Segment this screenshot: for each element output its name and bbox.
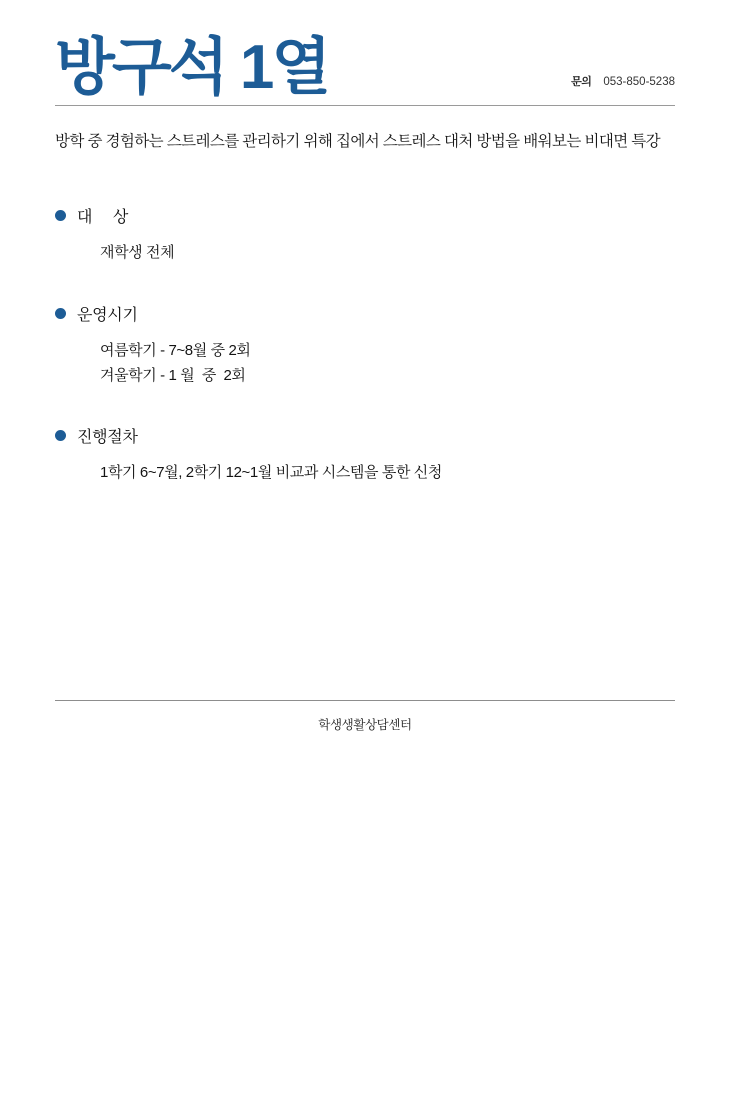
bullet-point-icon <box>55 308 66 319</box>
detail-sections <box>55 204 675 486</box>
section-title: 운영시기 <box>77 306 138 324</box>
footer-divider <box>55 700 675 701</box>
section-line: 겨울학기 - 1 월 중 2회 <box>100 366 246 384</box>
section-line: 여름학기 - 7~8월 중 2회 <box>100 341 251 359</box>
section-line: 재학생 전체 <box>100 244 175 262</box>
section-body <box>55 241 675 266</box>
header-divider <box>55 105 675 106</box>
section-line: 1학기 6~7월, 2학기 12~1월 비교과 시스템을 통한 신청 <box>100 464 442 482</box>
section-procedure <box>55 424 675 486</box>
section-title: 진행절차 <box>77 429 138 447</box>
contact-phone-number: 053-850-5238 <box>603 76 675 88</box>
footer-organization: 학생생활상담센터 <box>318 718 412 732</box>
bullet-point-icon <box>55 210 66 221</box>
section-target-audience <box>55 204 675 266</box>
section-header <box>55 424 675 447</box>
poster-footer <box>55 700 675 733</box>
section-title: 대 상 <box>77 209 129 227</box>
section-body <box>55 461 675 486</box>
contact-label: 문의 <box>571 76 592 88</box>
poster-header <box>55 0 675 105</box>
section-header <box>55 302 675 325</box>
bullet-point-icon <box>55 430 66 441</box>
contact-info <box>571 73 675 105</box>
program-description: 방학 중 경험하는 스트레스를 관리하기 위해 집에서 스트레스 대처 방법을 배워보는 비대면 특강 <box>55 133 661 150</box>
program-logo-title: 방구석 1열 <box>55 33 329 102</box>
section-header <box>55 204 675 227</box>
section-body <box>55 339 675 389</box>
section-schedule <box>55 302 675 389</box>
